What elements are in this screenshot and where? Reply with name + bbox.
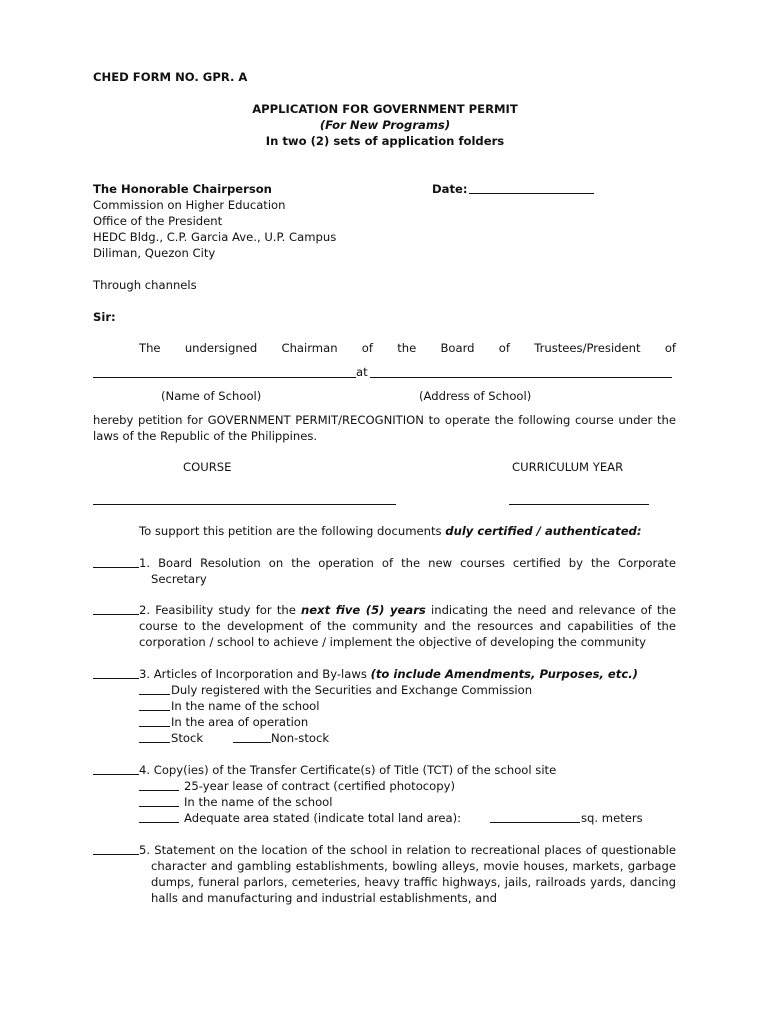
item-4: 4. Copy(ies) of the Transfer Certificate(s) of Title (TCT) of the school site (139, 763, 557, 777)
item-3-name: In the name of the school (171, 699, 320, 713)
item-2-pre: 2. Feasibility study for the (139, 603, 302, 617)
item-2 (139, 602, 676, 650)
form-title: APPLICATION FOR GOVERNMENT PERMIT (252, 102, 518, 116)
item-4-land-area: Adequate area stated (indicate total land area): (184, 811, 462, 825)
addressee-building: HEDC Bldg., C.P. Garcia Ave., U.P. Campus (93, 230, 337, 244)
item-2-emphasis: next five (5) years (301, 603, 426, 617)
addressee-office: Office of the President (93, 214, 223, 228)
item-3-emphasis: (to include Amendments, Purposes, etc.) (370, 667, 638, 681)
item-5-text: 5. Statement on the location of the school in relation to recreational places of questionable character and gambling establishments, bowling alleys, movie houses, markets, garbage dumps, funeral parlors, cemeteries, heavy traffic highways, jails, railroads yards, dancing halls and manufacturing and industrial establishments, and (139, 843, 676, 905)
checkbox-line-stock[interactable] (139, 742, 170, 743)
land-area-field[interactable] (490, 822, 580, 823)
address-of-school-label: (Address of School) (419, 389, 532, 403)
item-3 (139, 666, 638, 682)
item-4-lease: 25-year lease of contract (certified photocopy) (184, 779, 455, 793)
checkbox-line-area[interactable] (139, 726, 170, 727)
intro-word: of (361, 341, 373, 355)
intro-line (139, 340, 676, 356)
support-emphasis: duly certified / authenticated: (445, 524, 642, 538)
checkbox-line-sec[interactable] (139, 694, 170, 695)
intro-word: The (139, 341, 161, 355)
checkbox-line-item-1[interactable] (93, 567, 139, 568)
form-subtitle: (For New Programs) (319, 118, 451, 132)
checkbox-line-school-name[interactable] (139, 806, 179, 807)
support-text: To support this petition are the following documents (139, 524, 446, 538)
intro-word: the (397, 341, 417, 355)
item-1 (139, 555, 676, 587)
checkbox-line-item-4[interactable] (93, 774, 139, 775)
item-3-sec: Duly registered with the Securities and Exchange Commission (171, 683, 533, 697)
at-label: at (356, 365, 368, 379)
course-field[interactable] (93, 504, 396, 505)
item-2-post: indicating the need and relevance of the course to the development of the community and the resources and capabilities of the corporation / school to achieve / implement the objective of developing the community (139, 603, 676, 649)
through-channels: Through channels (93, 278, 197, 292)
item-3-pre: 3. Articles of Incorporation and By-laws (139, 667, 371, 681)
item-5 (139, 842, 676, 906)
intro-word: Chairman (281, 341, 338, 355)
school-name-field[interactable] (93, 377, 356, 378)
checkbox-line-lease[interactable] (139, 790, 179, 791)
date-field[interactable] (469, 193, 594, 194)
intro-word: Board (440, 341, 475, 355)
petition-text: hereby petition for GOVERNMENT PERMIT/RECOGNITION to operate the following course under the laws of the Republic of the Philippines. (93, 413, 676, 443)
name-of-school-label: (Name of School) (161, 389, 262, 403)
addressee-chairperson: The Honorable Chairperson (93, 182, 272, 196)
date-label: Date: (432, 182, 468, 196)
item-3-area: In the area of operation (171, 715, 309, 729)
intro-word: Trustees/President (534, 341, 641, 355)
form-number: CHED FORM NO. GPR. A (93, 70, 248, 84)
form-subtitle-folders: In two (2) sets of application folders (265, 134, 505, 148)
intro-word: of (664, 341, 676, 355)
item-1-text: 1. Board Resolution on the operation of the new courses certified by the Corporate Secretary (139, 556, 676, 586)
support-statement (139, 523, 642, 539)
checkbox-line-item-3[interactable] (93, 678, 139, 679)
addressee-city: Diliman, Quezon City (93, 246, 216, 260)
checkbox-line-land-area[interactable] (139, 822, 179, 823)
item-4-school-name: In the name of the school (184, 795, 333, 809)
course-label: COURSE (183, 460, 232, 474)
intro-word: undersigned (184, 341, 258, 355)
checkbox-line-nonstock[interactable] (233, 742, 271, 743)
curriculum-year-field[interactable] (509, 504, 649, 505)
item-3-stock: Stock (171, 731, 204, 745)
item-4-sq-meters: sq. meters (581, 811, 643, 825)
salutation: Sir: (93, 310, 116, 324)
school-address-field[interactable] (370, 377, 672, 378)
addressee-commission: Commission on Higher Education (93, 198, 286, 212)
checkbox-line-name[interactable] (139, 710, 170, 711)
checkbox-line-item-2[interactable] (93, 614, 139, 615)
item-3-nonstock: Non-stock (271, 731, 330, 745)
intro-word: of (498, 341, 510, 355)
curriculum-year-label: CURRICULUM YEAR (512, 460, 624, 474)
checkbox-line-item-5[interactable] (93, 854, 139, 855)
